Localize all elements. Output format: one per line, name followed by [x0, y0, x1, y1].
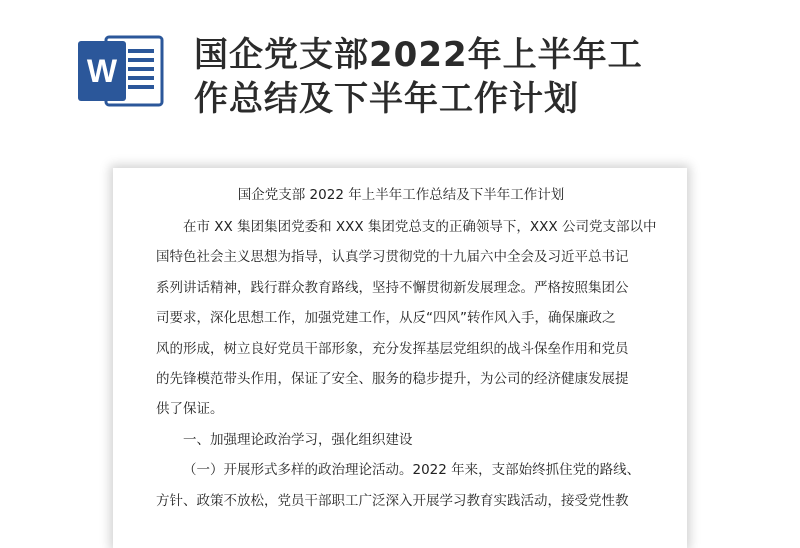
paragraph-line: 在市 XX 集团集团党委和 XXX 集团党总支的正确领导下，XXX 公司党支部以中 — [183, 219, 657, 235]
document-title: 国企党支部 2022 年上半年工作总结及下半年工作计划 — [237, 187, 565, 203]
document-body — [156, 182, 657, 516]
paragraph-line: 司要求，深化思想工作，加强党建工作，从反“四风”转作风入手，确保廉政之 — [156, 310, 616, 327]
paragraph-line: 风的形成，树立良好党员干部形象，充分发挥基层党组织的战斗保垒作用和党员 — [156, 340, 629, 357]
paragraph-line: 系列讲话精神，践行群众教育路线，坚持不懈贯彻新发展理念。严格按照集团公 — [156, 279, 629, 296]
page-title — [194, 33, 774, 121]
paragraph-line: 的先锋模范带头作用，保证了安全、服务的稳步提升，为公司的经济健康发展提 — [156, 370, 629, 387]
header — [0, 0, 800, 150]
paragraph-line: （一）开展形式多样的政治理论活动。2022 年来，支部始终抓住党的路线、 — [183, 462, 641, 479]
paragraph-line: 方针、政策不放松，党员干部职工广泛深入开展学习教育实践活动，接受党性教 — [156, 492, 629, 509]
title-line-2: 作总结及下半年工作计划 — [194, 79, 579, 119]
document-page — [113, 168, 687, 548]
title-line-1: 国企党支部2022年上半年工 — [194, 35, 643, 75]
section-heading: 一、加强理论政治学习，强化组织建设 — [183, 431, 413, 448]
paragraph-line: 供了保证。 — [156, 401, 224, 418]
word-document-icon — [76, 33, 166, 109]
word-icon-letter: W — [86, 53, 118, 89]
paragraph-line: 国特色社会主义思想为指导，认真学习贯彻党的十九届六中全会及习近平总书记 — [156, 249, 629, 266]
